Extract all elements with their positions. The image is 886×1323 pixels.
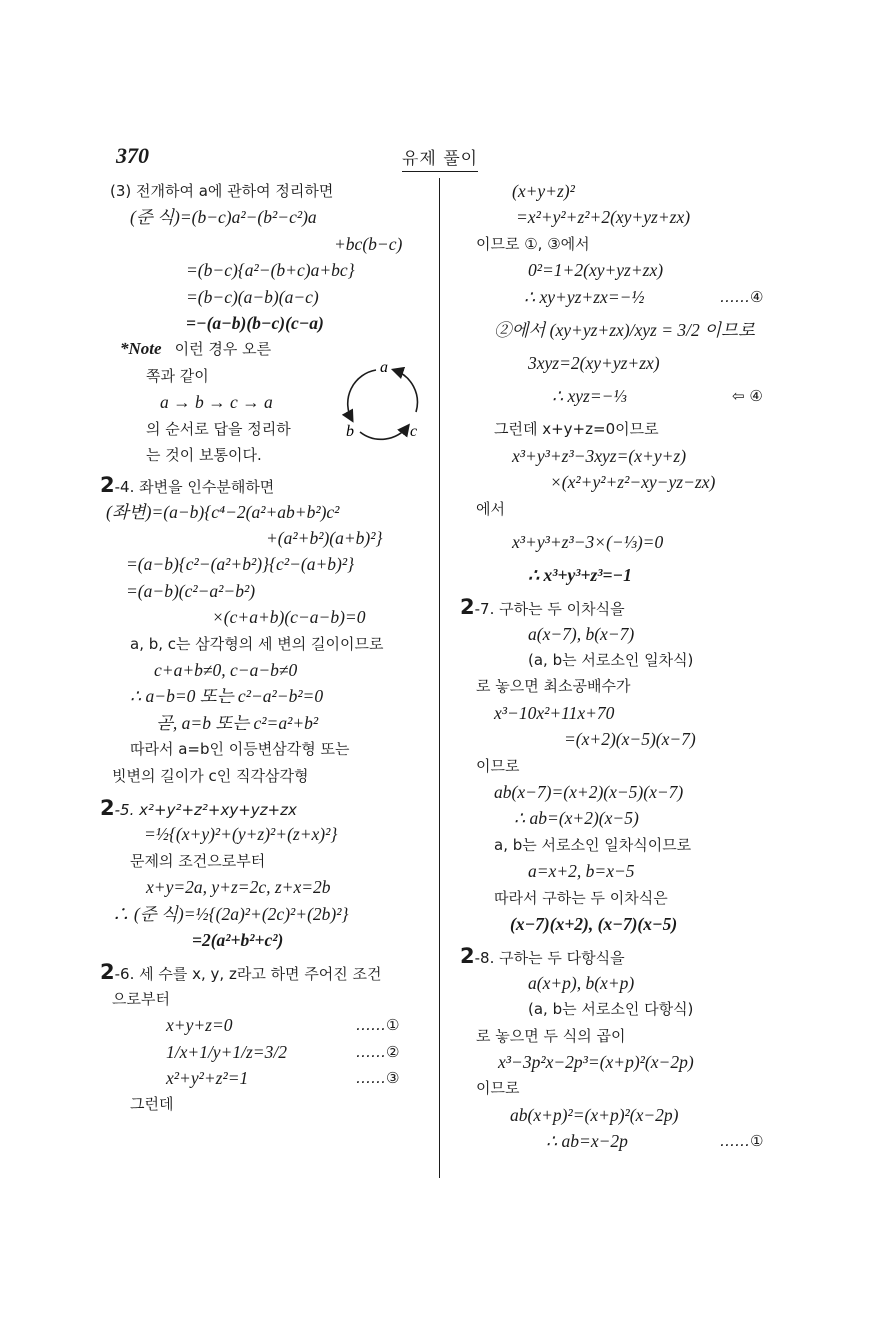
math-line: =x²+y²+z²+2(xy+yz+zx) — [516, 207, 691, 228]
problem-subheading: -5. x²+y²+z²+xy+yz+zx — [114, 800, 297, 819]
math-line: ②에서 (xy+yz+zx)/xyz = 3/2 이므로 — [494, 319, 755, 340]
text-line: 따라서 a=b인 이등변삼각형 또는 — [130, 740, 350, 759]
text-line: 따라서 구하는 두 이차식은 — [494, 888, 668, 907]
math-line: x³−3p²x−2p³=(x+p)²(x−2p) — [498, 1051, 694, 1072]
problem-subheading: -6. 세 수를 x, y, z라고 하면 주어진 조건 — [114, 965, 382, 984]
math-line-answer: (x−7)(x+2), (x−7)(x−5) — [510, 913, 678, 934]
math-line: =(b−c)(a−b)(a−c) — [186, 286, 319, 307]
math-line: ∴ ab=(x+2)(x−5) — [514, 808, 639, 829]
math-line: (좌변)=(a−b){c⁴−2(a²+ab+b²)c² — [106, 501, 340, 522]
text-line: 이므로 — [476, 1079, 520, 1098]
text-line: 그런데 — [130, 1095, 174, 1114]
math-line: x³+y³+z³−3×(−⅓)=0 — [512, 531, 664, 552]
problem-number: 2 — [460, 595, 475, 620]
math-line — [460, 284, 790, 310]
text-line: 에서 — [476, 499, 505, 518]
math-line: x+y=2a, y+z=2c, z+x=2b — [146, 877, 331, 898]
math-line: ab(x−7)=(x+2)(x−5)(x−7) — [494, 782, 684, 803]
note-text: 는 것이 보통이다. — [146, 445, 262, 464]
equation: x+y+z=0 — [166, 1015, 233, 1036]
problem-heading-2-5 — [100, 795, 430, 821]
math-line-answer: =−(a−b)(b−c)(c−a) — [186, 312, 324, 333]
problem-number: 2 — [100, 795, 115, 820]
cycle-label-c: c — [410, 423, 418, 440]
equation: x²+y²+z²=1 — [166, 1067, 249, 1088]
math-line: 곧, a=b 또는 c²=a²+b² — [156, 712, 319, 733]
cycle-label-a: a — [380, 360, 388, 376]
problem-subheading: -8. 구하는 두 다항식을 — [474, 949, 625, 968]
text-line: a, b, c는 삼각형의 세 변의 길이이므로 — [130, 634, 384, 653]
column-divider — [439, 178, 440, 1178]
left-column — [100, 178, 430, 1118]
text-line: (3) 전개하여 a에 관하여 정리하면 — [110, 182, 334, 200]
right-column — [460, 178, 790, 1155]
equation: 1/x+1/y+1/z=3/2 — [166, 1041, 287, 1062]
problem-number: 2 — [100, 473, 115, 498]
cycle-label-b: b — [346, 423, 354, 440]
math-line-answer: =2(a²+b²+c²) — [192, 929, 284, 950]
text-line: 으로부터 — [112, 989, 170, 1008]
cycle-diagram — [340, 360, 428, 444]
problem-number: 2 — [460, 944, 475, 969]
equation-tag: ……③ — [356, 1068, 400, 1087]
math-line — [460, 1128, 790, 1154]
math-line — [460, 376, 790, 416]
math-line: =½{(x+y)²+(y+z)²+(z+x)²} — [144, 824, 338, 845]
note-line — [100, 336, 430, 362]
math-line: =(a−b)(c²−a²−b²) — [126, 580, 256, 601]
problem-subheading: -4. 좌변을 인수분해하면 — [114, 478, 275, 497]
equation-tag: ⇦ ④ — [732, 387, 763, 406]
text-line: 이므로 — [476, 756, 520, 775]
math-line: (x+y+z)² — [512, 181, 575, 201]
math-line: a(x+p), b(x+p) — [528, 972, 635, 993]
math-line: a(x−7), b(x−7) — [528, 623, 635, 644]
problem-number: 2 — [100, 960, 115, 985]
equation-tag: ……④ — [720, 287, 764, 306]
text-line: 이므로 ①, ③에서 — [476, 234, 590, 253]
equation-tag: ……① — [720, 1132, 764, 1151]
page-title: 유제 풀이 — [402, 144, 478, 169]
page-number: 370 — [116, 143, 149, 168]
math-line: ab(x+p)²=(x+p)²(x−2p) — [510, 1104, 679, 1125]
math-line-answer: ∴ x³+y³+z³=−1 — [528, 564, 632, 585]
text-line: (a, b는 서로소인 다항식) — [528, 1000, 694, 1019]
math-line: +(a²+b²)(a+b)²} — [266, 528, 383, 549]
text-line: 로 놓으면 최소공배수가 — [476, 677, 631, 696]
note-text: 이런 경우 오른 — [174, 340, 272, 359]
equation: ∴ xy+yz+zx=−½ — [524, 286, 645, 307]
math-line: ∴ a−b=0 또는 c²−a²−b²=0 — [130, 686, 324, 707]
math-line — [100, 1039, 430, 1065]
text-line: 문제의 조건으로부터 — [130, 851, 266, 870]
text-line: a, b는 서로소인 일차식이므로 — [494, 835, 692, 854]
math-line: ∴ (준 식)=½{(2a)²+(2c)²+(2b)²} — [112, 903, 349, 924]
equation: ∴ ab=x−2p — [546, 1131, 628, 1152]
text-line: 그런데 x+y+z=0이므로 — [494, 420, 659, 439]
math-line: =(b−c){a²−(b+c)a+bc} — [186, 260, 355, 281]
math-line — [100, 1065, 430, 1091]
problem-subheading: -7. 구하는 두 이차식을 — [474, 600, 625, 619]
math-line: =(a−b){c²−(a²+b²)}{c²−(a+b)²} — [126, 554, 355, 575]
math-line: a=x+2, b=x−5 — [528, 861, 635, 882]
problem-heading-2-8 — [460, 943, 790, 969]
math-line: ×(x²+y²+z²−xy−yz−zx) — [550, 472, 716, 493]
text-line: 빗변의 길이가 c인 직각삼각형 — [112, 766, 309, 785]
math-line: x³−10x²+11x+70 — [494, 702, 615, 723]
problem-heading-2-6 — [100, 959, 430, 985]
math-line: 0²=1+2(xy+yz+zx) — [528, 260, 664, 281]
text-line: 로 놓으면 두 식의 곱이 — [476, 1026, 626, 1045]
problem-heading-2-4 — [100, 472, 430, 498]
math-line — [100, 1012, 430, 1038]
math-line: ×(c+a+b)(c−a−b)=0 — [212, 607, 366, 628]
text-line: (a, b는 서로소인 일차식) — [528, 651, 694, 670]
note-text: 쪽과 같이 — [146, 366, 209, 385]
equation-tag: ……① — [356, 1016, 400, 1035]
arc-b-to-c — [360, 426, 408, 439]
math-line: +bc(b−c) — [334, 233, 403, 254]
arc-c-to-a — [394, 370, 417, 412]
equation-tag: ……② — [356, 1042, 400, 1061]
math-line: =(x+2)(x−5)(x−7) — [564, 729, 696, 750]
note-sequence: a → b → c → a — [160, 392, 273, 413]
math-line: 3xyz=2(xy+yz+zx) — [528, 352, 660, 373]
math-line: c+a+b≠0, c−a−b≠0 — [154, 660, 298, 681]
math-line: x³+y³+z³−3xyz=(x+y+z) — [512, 445, 687, 466]
note-label: *Note — [120, 339, 162, 359]
arc-a-to-b — [348, 370, 376, 420]
equation: ∴ xyz=−⅓ — [552, 386, 627, 407]
note-text: 의 순서로 답을 정리하 — [146, 419, 291, 438]
problem-heading-2-7 — [460, 594, 790, 620]
math-line: (준 식)=(b−c)a²−(b²−c²)a — [130, 207, 317, 228]
